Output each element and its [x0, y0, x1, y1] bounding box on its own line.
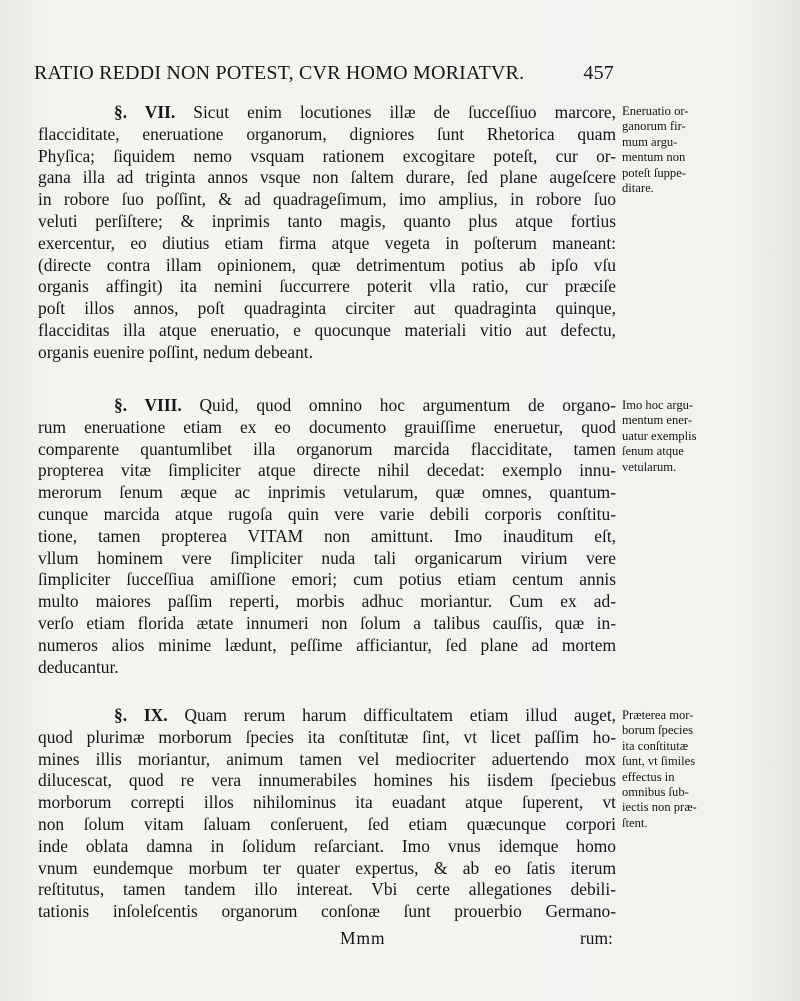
- text-line: (directe contra illam opinionem, quæ detrimentum potius ab ipſo vſu: [38, 254, 616, 275]
- text-line: inde oblata damna in ſolidum reſarciant. Imo vnus idemque homo: [38, 835, 616, 856]
- text-line: reſtitutus, tamen tandem illo intereat. Vbi certe allegationes debili-: [38, 879, 616, 900]
- text-line: flacciditate, eneruatione organorum, digniores ſunt Rhetorica quam: [38, 123, 616, 144]
- text-line: §. VII. Sicut enim locutiones illæ de ſucceſſiuo marcore,: [114, 102, 616, 122]
- text-line: tione, tamen propterea VITAM non amittunt. Imo inauditum eſt,: [38, 525, 616, 546]
- text-line: numeros alios minime lædunt, peſſime afficiantur, ſed plane ad mortem: [38, 634, 616, 655]
- text-line: vnum eundemque morbum ter quater expertus, & ab eo ſatis iterum: [38, 857, 616, 878]
- section-viii: [38, 395, 616, 678]
- text-line: veluti perſiſtere; & inprimis tanto magis, quanto plus atque fortius: [38, 210, 616, 231]
- marginal-note-viii: Imo hoc argu- mentum ener- uatur exemplis ſenum atque vetularum.: [622, 398, 697, 474]
- running-title: RATIO REDDI NON POTEST, CVR HOMO MORIATVR.: [34, 62, 525, 84]
- marginal-note-ix: Præterea mor- borum ſpecies ita conſtitutæ ſunt, vt ſimiles effectus in omnibus ſub- iectis non præ- ſtent.: [622, 708, 697, 830]
- text-line: organis euenire poſſint, nedum debeant.: [38, 341, 313, 362]
- text-line: in robore ſuo poſſint, & ad quadrageſimum, imo amplius, in robore ſuo: [38, 189, 616, 210]
- catchword: rum:: [580, 928, 613, 948]
- section-label: §. VII.: [114, 102, 176, 122]
- text-line: merorum ſenum æque ac inprimis vetularum, quæ omnes, quantum-: [38, 482, 616, 503]
- text-line: propterea vitæ ſimpliciter atque directe nihil decedat: exemplo innu-: [38, 460, 616, 481]
- section-label: §. IX.: [114, 705, 168, 725]
- text-line: multo maiores paſſim reperti, morbis adhuc moriantur. Cum ex ad-: [38, 591, 616, 612]
- text-line: quod plurimæ morborum ſpecies ita conſtitutæ ſint, vt licet paſſim ho-: [38, 726, 616, 747]
- text-line: verſo etiam florida ætate innumeri non ſolum a talibus cauſſis, quæ in-: [38, 612, 616, 633]
- section-label: §. VIII.: [114, 395, 182, 415]
- text-line: morborum correpti illos nihilominus ita euadant atque ſuperent, vt: [38, 792, 616, 813]
- text-line: dilucescat, quod re vera innumerabiles homines his iisdem ſpeciebus: [38, 770, 616, 791]
- signature-mark: Mmm: [340, 928, 386, 948]
- text-line: deducantur.: [38, 656, 119, 677]
- text-line: comparente quantumlibet illa organorum marcida flacciditate, tamen: [38, 438, 616, 459]
- text-line: rum eneruatione etiam ex eo documento grauiſſime eneruetur, quod: [38, 416, 616, 437]
- text-line: tationis inſoleſcentis organorum conſonæ ſunt prouerbio Germano-: [38, 901, 616, 922]
- text-line: flacciditas illa atque eneruatio, e quocunque materiali vitio aut defectu,: [38, 319, 616, 340]
- text-line: mines illis moriantur, animum tamen vel mediocriter aduertendo mox: [38, 748, 616, 769]
- text-line: cunque marcida atque rugoſa quin vere varie debili corporis conſtitu-: [38, 503, 616, 524]
- text-line: organis affingit) ita nemini ſuccurrere poterit vlla ratio, cur præciſe: [38, 276, 616, 297]
- text-line: exercentur, eo diutius etiam firma atque vegeta in poſterum maneant:: [38, 232, 616, 253]
- running-header: [34, 62, 614, 85]
- text-line: ſimpliciter ſucceſſiua amiſſione emori; cum potius etiam centum annis: [38, 569, 616, 590]
- page-number: 457: [583, 62, 614, 84]
- text-line: Phyſica; ſiquidem nemo vsquam rationem excogitare poteſt, cur or-: [38, 145, 616, 166]
- section-ix: [38, 705, 616, 923]
- text-line: vllum hominem vere ſimpliciter nuda tali organicarum virium vere: [38, 547, 616, 568]
- text-line: §. IX. Quam rerum harum difficultatem etiam illud auget,: [114, 705, 616, 725]
- section-vii: [38, 102, 616, 364]
- text-line: poſt illos annos, poſt quadraginta circiter aut quadraginta quinque,: [38, 298, 616, 319]
- marginal-note-vii: Eneruatio or- ganorum fir- mum argu- mentum non poteſt ſuppe- ditare.: [622, 104, 689, 196]
- text-line: non ſolum vitam ſaluam conſeruent, ſed etiam quæcunque corpori: [38, 813, 616, 834]
- text-line: gana illa ad triginta annos vsque non ſaltem durare, ſed plane augeſcere: [38, 167, 616, 188]
- text-line: §. VIII. Quid, quod omnino hoc argumentum de organo-: [114, 395, 616, 415]
